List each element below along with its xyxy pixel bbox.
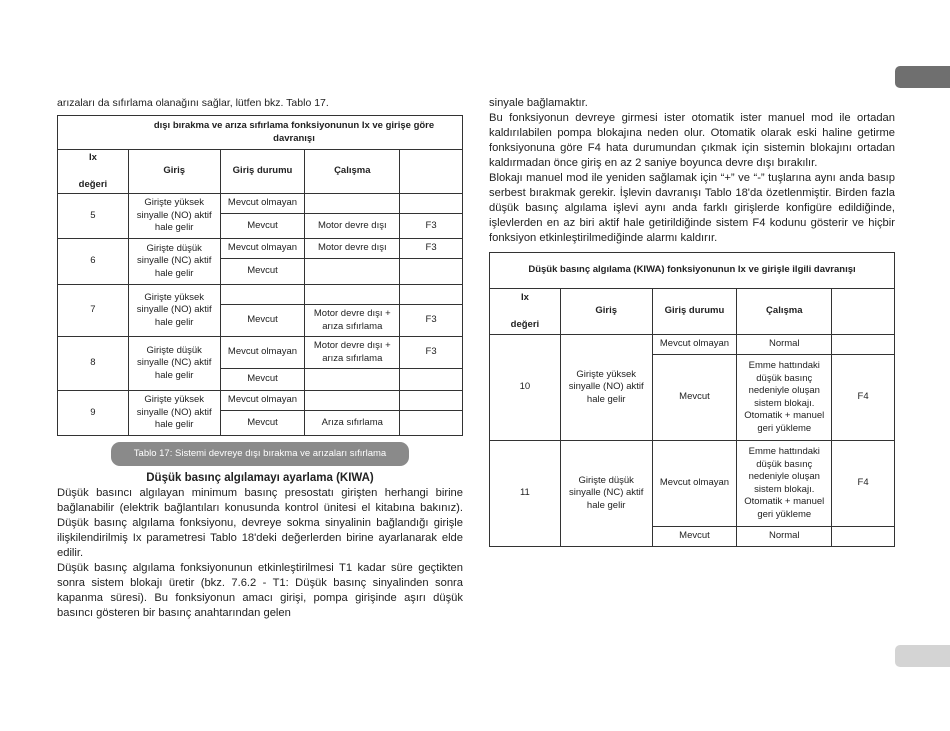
header-giris: Giriş (128, 150, 220, 194)
header-degeri-label: değeri (510, 318, 540, 330)
calisma-cell (305, 391, 400, 411)
code-cell (832, 527, 895, 547)
ix-value: 8 (58, 337, 129, 391)
paragraph: Blokajı manuel mod ile yeniden sağlamak için “+” ve “-” tuşlarına aynı anda basıp serbest bırakmak gerekir. İşlevin davranışı Tablo 18'da özetlenmiştir. Birden fazla düşük basınç algılama işlevi aynı anda farklı girişlerde konfigüre edildiğinde, işlevlerden en az biri aktif hale getirildiğinde sistem F4 kodunu gösterir ve hiçbir fonksiyon etkinleştirilmediğinde alarmı kaldırır. (489, 172, 895, 244)
ix-value: 5 (58, 194, 129, 239)
calisma-cell: Motor devre dışı (305, 239, 400, 259)
paragraph: Düşük basınç algılama fonksiyonunun etkinleştirilmesi T1 kadar süre geçtikten sonra sistem blokajı üretir (bkz. 7.6.2 - T1: Düşük basınç sinyalinden sonra kapanma süresi). Bu fonksiyonun amacı girişi, pompa girişinde aşırı düşük basıncı gösteren bir basınç anahtarından gelen (57, 562, 463, 619)
header-code (400, 150, 463, 194)
durum-cell: Mevcut olmayan (220, 391, 305, 411)
durum-cell (220, 285, 305, 305)
calisma-cell: Motor devre dışı (305, 214, 400, 239)
code-cell (400, 369, 463, 391)
header-ix-label: Ix (88, 152, 97, 163)
table-caption: Tablo 17: Sistemi devreye dışı bırakma ve arızaları sıfırlama (111, 442, 409, 466)
calisma-cell: Motor devre dışı + arıza sıfırlama (305, 337, 400, 369)
table-title: dışı bırakma ve arıza sıfırlama fonksiyonunun Ix ve girişe göre davranışı (58, 116, 463, 150)
code-cell (400, 391, 463, 411)
calisma-cell: Emme hattındaki düşük basınç nedeniyle oluşan sistem blokajı. Otomatik + manuel geri yükleme (737, 355, 832, 441)
right-column (489, 96, 895, 547)
code-cell (400, 259, 463, 285)
code-cell (400, 411, 463, 436)
giris-cell: Girişte düşük sinyalle (NC) aktif hale gelir (128, 337, 220, 391)
ix-value: 6 (58, 239, 129, 285)
paragraph: Düşük basıncı algılayan minimum basınç presostatı girişten herhangi birine bağlanabilir (elektrik bağlantıları konusunda kontrol ünitesi el kitabına bakınız). Düşük basınç algılama fonksiyonu, devreye sokma sinyalinin bağlandığı girişle ilişkilendirilmiş Ix parametresi Tablo 18'deki değerlerden birine ayarlanarak elde edilir. (57, 487, 463, 559)
giris-cell: Girişte yüksek sinyalle (NO) aktif hale gelir (128, 391, 220, 436)
giris-cell: Girişte düşük sinyalle (NC) aktif hale gelir (128, 239, 220, 285)
page-tab-marker-bottom (895, 645, 950, 667)
calisma-cell: Emme hattındaki düşük basınç nedeniyle oluşan sistem blokajı. Otomatik + manuel geri yükleme (737, 441, 832, 527)
durum-cell: Mevcut olmayan (220, 194, 305, 214)
paragraph: sinyale bağlamaktır. (489, 97, 588, 109)
intro-text: arızaları da sıfırlama olanağını sağlar, lütfen bkz. Tablo 17. (57, 97, 329, 109)
code-cell (400, 194, 463, 214)
header-giris: Giriş (560, 289, 652, 335)
header-calisma: Çalışma (305, 150, 400, 194)
calisma-cell: Arıza sıfırlama (305, 411, 400, 436)
code-cell (832, 335, 895, 355)
left-column (57, 96, 463, 621)
durum-cell: Mevcut (220, 214, 305, 239)
calisma-cell: Motor devre dışı + arıza sıfırlama (305, 305, 400, 337)
table-17 (57, 115, 463, 436)
calisma-cell (305, 259, 400, 285)
code-cell: F4 (832, 355, 895, 441)
ix-value: 10 (490, 335, 561, 441)
durum-cell: Mevcut olmayan (652, 441, 737, 527)
code-cell: F3 (400, 239, 463, 259)
durum-cell: Mevcut olmayan (220, 337, 305, 369)
durum-cell: Mevcut (220, 369, 305, 391)
header-code (832, 289, 895, 335)
header-ix (490, 289, 561, 335)
page-tab-marker (895, 66, 950, 88)
calisma-cell: Normal (737, 335, 832, 355)
giris-cell: Girişte yüksek sinyalle (NO) aktif hale gelir (560, 335, 652, 441)
calisma-cell (305, 285, 400, 305)
code-cell: F3 (400, 214, 463, 239)
durum-cell: Mevcut olmayan (652, 335, 737, 355)
calisma-cell: Normal (737, 527, 832, 547)
header-durum: Giriş durumu (652, 289, 737, 335)
calisma-cell (305, 369, 400, 391)
calisma-cell (305, 194, 400, 214)
durum-cell: Mevcut (220, 305, 305, 337)
header-calisma: Çalışma (737, 289, 832, 335)
header-durum: Giriş durumu (220, 150, 305, 194)
durum-cell: Mevcut olmayan (220, 239, 305, 259)
header-degeri-label: değeri (78, 178, 108, 190)
table-18 (489, 252, 895, 547)
ix-value: 9 (58, 391, 129, 436)
table-title: Düşük basınç algılama (KIWA) fonksiyonunun Ix ve girişle ilgili davranışı (490, 253, 895, 289)
code-cell: F4 (832, 441, 895, 527)
header-ix (58, 150, 129, 194)
giris-cell: Girişte yüksek sinyalle (NO) aktif hale gelir (128, 285, 220, 337)
header-ix-label: Ix (520, 292, 529, 303)
durum-cell: Mevcut (220, 259, 305, 285)
ix-value: 7 (58, 285, 129, 337)
paragraph: Bu fonksiyonun devreye girmesi ister otomatik ister manuel mod ile ortadan kaldırılabilen pompa blokajına neden olur. Otomatik olarak eski haline getirme fonksiyonuna göre F4 hata durumundan çıkmak için sistemin blokajını ortadan kaldırmadan önce giriş en az 2 saniye boyunca devre dışı bırakılır. (489, 112, 895, 169)
giris-cell: Girişte yüksek sinyalle (NO) aktif hale gelir (128, 194, 220, 239)
durum-cell: Mevcut (652, 527, 737, 547)
durum-cell: Mevcut (652, 355, 737, 441)
giris-cell: Girişte düşük sinyalle (NC) aktif hale gelir (560, 441, 652, 547)
code-cell: F3 (400, 337, 463, 369)
durum-cell: Mevcut (220, 411, 305, 436)
section-heading: Düşük basınç algılamayı ayarlama (KIWA) (146, 472, 374, 484)
code-cell (400, 285, 463, 305)
ix-value: 11 (490, 441, 561, 547)
code-cell: F3 (400, 305, 463, 337)
